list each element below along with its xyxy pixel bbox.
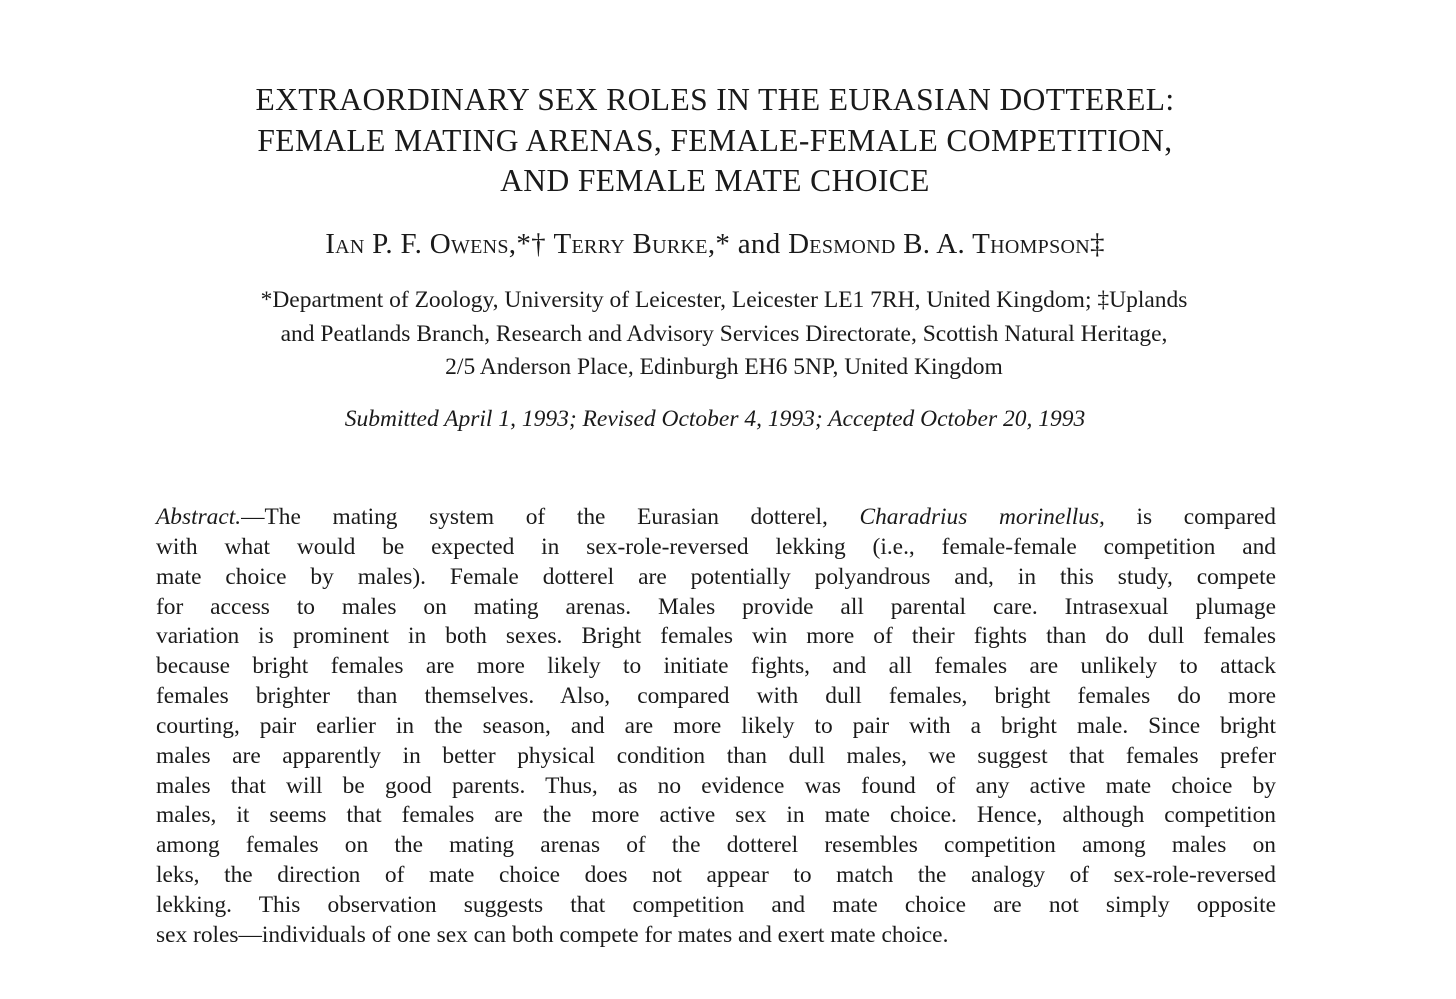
author-owens (325, 228, 546, 260)
abstract-line: for access to males on mating arenas. Males provide all parental care. Intrasexual plumage (156, 593, 1276, 620)
abstract-line: variation is prominent in both sexes. Bright females win more of their fights than do dull females (156, 623, 1276, 650)
abstract-line: because bright females are more likely to initiate fights, and all females are unlikely to attack (156, 653, 1276, 680)
abstract-line: females brighter than themselves. Also, compared with dull females, bright females do more (156, 683, 1276, 710)
title-line: EXTRAORDINARY SEX ROLES IN THE EURASIAN DOTTEREL: (255, 82, 1175, 117)
abstract-text: is compared (1104, 504, 1276, 530)
author-marks: *† (516, 228, 546, 260)
affiliation-line: 2/5 Anderson Place, Edinburgh EH6 5NP, United Kingdom (445, 354, 1003, 380)
author-thompson (788, 228, 1105, 260)
abstract-heading: Abstract. (156, 504, 242, 530)
abstract-line: sex roles—individuals of one sex can both compete for mates and exert mate choice. (156, 921, 949, 948)
author-marks: * (715, 228, 731, 260)
author-name: Terry Burke, (553, 228, 716, 260)
paper-title (0, 80, 1430, 202)
abstract (156, 503, 1276, 951)
title-line: AND FEMALE MATE CHOICE (500, 163, 930, 198)
affiliations (0, 284, 1448, 385)
submission-dates: Submitted April 1, 1993; Revised October 4, 1993; Accepted October 20, 1993 (344, 406, 1086, 432)
affiliation-line: *Department of Zoology, University of Leicester, Leicester LE1 7RH, United Kingdom; ‡Uplands (260, 287, 1188, 313)
abstract-text: —The mating system of the Eurasian dotterel, (241, 504, 860, 530)
abstract-line: males, it seems that females are the more active sex in mate choice. Hence, although competition (156, 802, 1276, 829)
author-separator (546, 228, 554, 260)
abstract-line: courting, pair earlier in the season, and are more likely to pair with a bright male. Since bright (156, 712, 1276, 739)
author-name: Desmond B. A. Thompson (788, 228, 1090, 260)
affiliation-line: and Peatlands Branch, Research and Advisory Services Directorate, Scottish Natural Heritage, (280, 320, 1168, 347)
abstract-line: lekking. This observation suggests that competition and mate choice are not simply opposite (156, 891, 1276, 918)
abstract-line: males that will be good parents. Thus, as no evidence was found of any active mate choice by (156, 772, 1276, 799)
title-line: FEMALE MATING ARENAS, FEMALE-FEMALE COMPETITION, (257, 122, 1173, 158)
abstract-line: males are apparently in better physical condition than dull males, we suggest that females prefer (156, 742, 1276, 769)
author-name: Ian P. F. Owens, (325, 228, 517, 260)
abstract-line: with what would be expected in sex-role-reversed lekking (i.e., female-female competition and (156, 533, 1276, 560)
species-name: Charadrius morinellus, (859, 504, 1105, 530)
abstract-line: leks, the direction of mate choice does not appear to match the analogy of sex-role-reversed (156, 862, 1276, 889)
author-marks: ‡ (1090, 228, 1105, 260)
author-separator: and (730, 228, 789, 260)
abstract-line: mate choice by males). Female dotterel are potentially polyandrous and, in this study, compete (156, 563, 1276, 590)
abstract-line (156, 503, 1276, 533)
author-burke (554, 228, 731, 260)
abstract-line: among females on the mating arenas of the dotterel resembles competition among males on (156, 832, 1276, 859)
author-list (0, 224, 1430, 264)
